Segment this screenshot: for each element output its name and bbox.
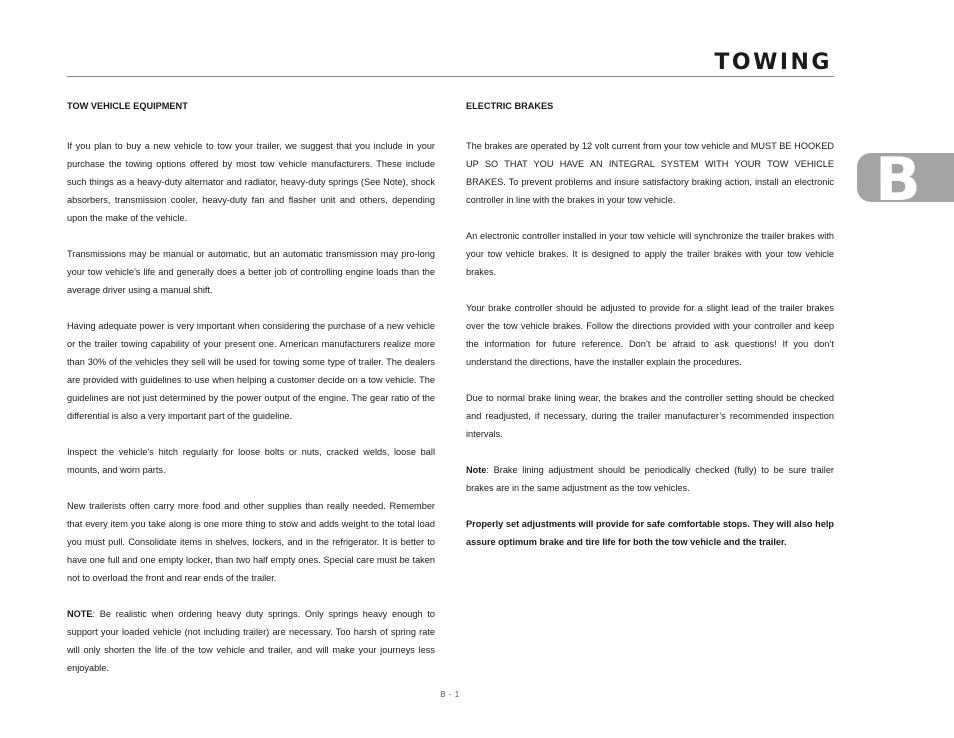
paragraph: Transmissions may be manual or automatic, but an automatic transmission may pro-long your tow vehicle’s life and generally does a better job of controlling engine loads than the average driver using a manual shift.: [67, 249, 435, 295]
section-heading-electric-brakes: ELECTRIC BRAKES: [466, 101, 554, 111]
note-label: NOTE: [67, 609, 93, 619]
section-tab: [857, 153, 954, 202]
note-label: Note: [466, 465, 487, 475]
section-heading-tow-vehicle-equipment: TOW VEHICLE EQUIPMENT: [67, 101, 188, 111]
closing-paragraph: Properly set adjustments will provide for safe comfortable stops. They will also help assure optimum brake and tire life for both the tow vehicle and the trailer.: [466, 519, 834, 547]
page-number: B - 1: [440, 690, 460, 699]
note-text: : Be realistic when ordering heavy duty springs. Only springs heavy enough to support your loaded vehicle (not including trailer) are necessary. Too harsh of spring rate will only shorten the life of the tow vehicle and trailer, and will make your journeys less enjoyable.: [67, 609, 435, 673]
paragraph: If you plan to buy a new vehicle to tow your trailer, we suggest that you include in your purchase the towing options offered by most tow vehicle manufacturers. These include such things as a heavy-duty alternator and radiator, heavy-duty springs (See Note), shock absorbers, transmission cooler, heavy-duty fan and flasher unit and others, depending upon the make of the vehicle.: [67, 141, 435, 223]
note-paragraph: [466, 461, 834, 497]
left-column: [67, 100, 435, 695]
note-text: : Brake lining adjustment should be periodically checked (fully) to be sure trailer brakes are in the same adjustment as the tow vehicles.: [466, 465, 834, 493]
page-title: TOWING: [714, 50, 832, 75]
header-rule: [67, 76, 834, 77]
section-letter: B: [875, 153, 921, 202]
note-paragraph: [67, 605, 435, 677]
paragraph: Due to normal brake lining wear, the brakes and the controller setting should be checked and readjusted, if necessary, during the trailer manufacturer’s recommended inspection intervals.: [466, 393, 834, 439]
right-column: [466, 100, 834, 569]
paragraph: Inspect the vehicle’s hitch regularly for loose bolts or nuts, cracked welds, loose ball mounts, and worn parts.: [67, 447, 435, 475]
paragraph: Having adequate power is very important when considering the purchase of a new vehicle or the trailer towing capability of your present one. American manufacturers realize more than 30% of the vehicles they sell will be used for towing some type of trailer. The dealers are provided with guidelines to use when helping a customer decide on a tow vehicle. The guidelines are not just determined by the power output of the engine. The gear ratio of the differential is also a very important part of the guideline.: [67, 321, 435, 421]
paragraph: The brakes are operated by 12 volt current from your tow vehicle and MUST BE HOOKED UP SO THAT YOU HAVE AN INTEGRAL SYSTEM WITH YOUR TOW VEHICLE BRAKES. To prevent problems and insure satisfactory braking action, install an electronic controller in line with the brakes in your tow vehicle.: [466, 141, 834, 205]
paragraph: New trailerists often carry more food and other supplies than really needed. Remember that every item you take along is one more thing to stow and adds weight to the total load you must pull. Consolidate items in shelves, lockers, and in the refrigerator. It is better to have one full and one empty locker, than two half empty ones. Special care must be taken not to overload the front and rear ends of the trailer.: [67, 501, 435, 583]
paragraph: Your brake controller should be adjusted to provide for a slight lead of the trailer brakes over the tow vehicle brakes. Follow the directions provided with your controller and keep the information for future reference. Don’t be afraid to ask questions! If you don’t understand the directions, have the installer explain the procedures.: [466, 303, 834, 367]
paragraph: An electronic controller installed in your tow vehicle will synchronize the trailer brakes with your tow vehicle brakes. It is designed to apply the trailer brakes with your tow vehicle brakes.: [466, 231, 834, 277]
